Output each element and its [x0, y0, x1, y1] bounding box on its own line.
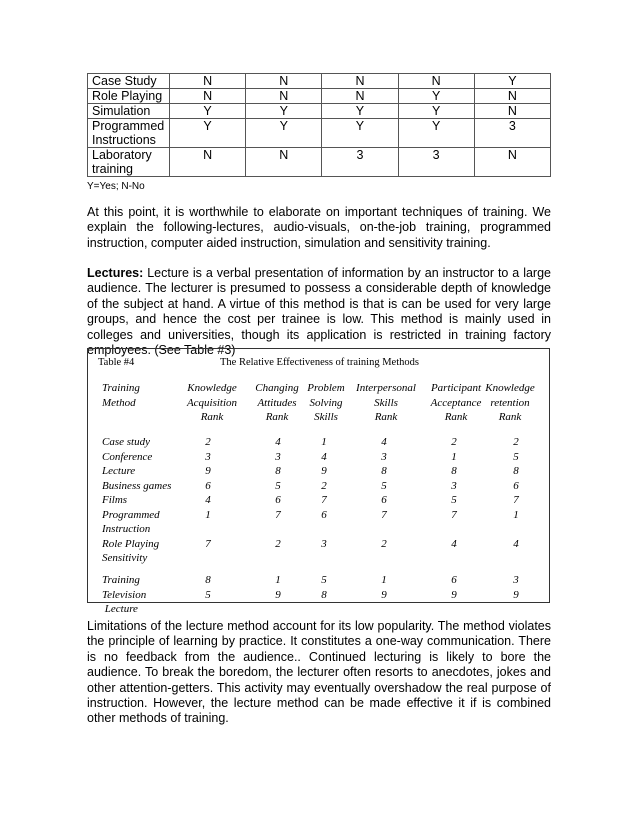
table-4-method: Training [102, 574, 140, 586]
table-4-rank: 4 [321, 450, 327, 463]
yn-cell: N [322, 89, 398, 104]
table-4-rank: 3 [451, 479, 457, 492]
table-4-rank: 5 [205, 588, 211, 601]
yn-row-label: Case Study [88, 74, 170, 89]
table-4-rank: 2 [451, 436, 457, 448]
table-4-rank: 3 [275, 450, 281, 463]
yn-cell: N [474, 89, 550, 104]
training-methods-yn-table [87, 73, 551, 177]
table-4-rank: 4 [513, 537, 519, 550]
table-4-rank: 1 [275, 574, 281, 586]
yn-row-label: Programmed Instructions [88, 119, 170, 148]
table-4-rank: 6 [205, 479, 211, 492]
table-4-rank: 1 [381, 574, 387, 586]
table-4-method: Lecture [102, 465, 136, 477]
yn-table-row [88, 148, 551, 177]
table-4-rank: 7 [513, 494, 519, 506]
table-4-method: Conference [102, 450, 153, 463]
yn-cell: Y [398, 119, 474, 148]
yn-cell: N [322, 74, 398, 89]
lectures-paragraph [87, 266, 551, 358]
table-4-rank: 5 [451, 494, 457, 506]
table-4-rank: 1 [205, 508, 211, 521]
table-4-header: Participant Acceptance Rank [430, 382, 482, 423]
table-4-rank: 9 [321, 465, 327, 477]
table-4-rank: 8 [513, 465, 519, 477]
table-4-rank: 3 [381, 450, 387, 463]
table-4-rank: 9 [513, 588, 519, 601]
yn-table-row [88, 89, 551, 104]
yn-cell: Y [474, 74, 550, 89]
table-4-rank: 2 [205, 436, 211, 448]
table-4-rank: 3 [321, 537, 327, 550]
table-4-method: Television Lecture [102, 588, 147, 615]
table-4-rank: 8 [451, 465, 457, 477]
yn-row-label: Simulation [88, 104, 170, 119]
yn-table-row [88, 119, 551, 148]
table-4-rank: 2 [321, 479, 327, 492]
yn-cell: Y [398, 104, 474, 119]
table-4-method: Role Playing Sensitivity [102, 537, 160, 564]
yn-cell: Y [246, 119, 322, 148]
table-4-method: Business games [102, 479, 172, 492]
table-4-rank: 9 [205, 465, 211, 477]
table-4-rank: 1 [513, 508, 519, 521]
table-4-header: Knowledge Acquisition Rank [186, 382, 238, 423]
table-4-rank: 4 [275, 436, 281, 448]
table-4-rank: 4 [451, 537, 457, 550]
yn-cell: N [170, 74, 246, 89]
table-4-rank: 2 [381, 537, 387, 550]
table-4-rank: 6 [321, 508, 327, 521]
yn-cell: N [246, 74, 322, 89]
table-4-rank: 2 [275, 537, 281, 550]
yn-cell: Y [322, 104, 398, 119]
table-4-rank: 8 [275, 465, 281, 477]
table-4-rank: 5 [275, 479, 281, 492]
lectures-text: Lecture is a verbal presentation of information by an instructor to a large audience. The lecturer is presumed to possess a considerable depth of knowledge of the subject at hand. A virtue of this method is that is can be used for very large groups, and hence the cost per trainee is low. This method is mainly used in colleges and universities, though its application is restricted in training factory employees. (See Table #3) [87, 266, 551, 358]
table-4-rank: 6 [275, 494, 281, 506]
table-4-method: Films [102, 494, 128, 506]
table-4-rank: 7 [275, 508, 281, 521]
table-4-rank: 4 [205, 494, 211, 506]
yn-cell: N [170, 89, 246, 104]
yn-cell: Y [246, 104, 322, 119]
table-4-rank: 3 [513, 574, 519, 586]
table-4-header: Problem Solving Skills [307, 382, 345, 423]
yn-cell: Y [170, 104, 246, 119]
yn-cell: N [246, 148, 322, 177]
intro-paragraph: At this point, it is worthwhile to elaborate on important techniques of training. We explain the following-lectures, audio-visuals, on-the-job training, programmed instruction, computer aided instruction, simulation and sensitivity training. [87, 205, 551, 250]
table-4-header: Training Method [102, 382, 140, 409]
table-4-rank: 7 [321, 494, 327, 506]
yn-cell: N [474, 104, 550, 119]
yn-table-row [88, 74, 551, 89]
yn-cell: Y [398, 89, 474, 104]
table-4-rank: 3 [205, 450, 211, 463]
table-4-rank: 8 [381, 465, 387, 477]
table-4-rank: 9 [451, 588, 457, 601]
limitations-paragraph: Limitations of the lecture method account for its low popularity. The method violates the principle of learning by practice. It constitutes a one-way communication. There is no feedback from the audience.. Continued lecturing is likely to bore the audience. To break the boredom, the lecturer often resorts to anecdotes, jokes and other attention-getters. This activity may eventually overshadow the real purpose of instruction. However, the lecture method can be made effective it if is combined other methods of training. [87, 619, 551, 726]
table-4-rank: 6 [451, 574, 457, 586]
lectures-heading: Lectures: [87, 266, 144, 280]
yn-cell: Y [170, 119, 246, 148]
table-4-header: Interpersonal Skills Rank [356, 382, 416, 423]
table-4-method: Programmed Instruction [102, 508, 160, 535]
table-4-rank: 5 [381, 479, 387, 492]
yn-cell: N [170, 148, 246, 177]
table-4-rank: 1 [451, 450, 457, 463]
table-4-rank: 2 [513, 436, 519, 448]
table-4-label: Table #4 [98, 357, 135, 368]
yn-cell: 3 [398, 148, 474, 177]
table-4-rank: 1 [321, 436, 327, 448]
table-4-rank: 8 [321, 588, 327, 601]
table-4-method: Case study [102, 436, 150, 448]
table-4-rank: 9 [381, 588, 387, 601]
table-4-header: Knowledge retention Rank [485, 382, 535, 423]
table-4-rank: 8 [205, 574, 211, 586]
table-4-rank: 7 [205, 537, 211, 550]
yn-cell: 3 [322, 148, 398, 177]
table-4-rank: 4 [381, 436, 387, 448]
table-4-rank: 7 [381, 508, 387, 521]
table-4-header: Changing Attitudes Rank [255, 382, 299, 423]
table-4-rank: 6 [381, 494, 387, 506]
yn-row-label: Laboratory training [88, 148, 170, 177]
table-4-rank: 7 [451, 508, 457, 521]
yn-cell: 3 [474, 119, 550, 148]
yn-cell: N [246, 89, 322, 104]
table-4-rank: 5 [513, 450, 519, 463]
table-4-rank: 9 [275, 588, 281, 601]
yn-row-label: Role Playing [88, 89, 170, 104]
yn-cell: Y [322, 119, 398, 148]
yn-cell: N [474, 148, 550, 177]
table-4-rank: 5 [321, 574, 327, 586]
yn-table-row [88, 104, 551, 119]
table-legend-note: Y=Yes; N-No [87, 181, 145, 192]
yn-cell: N [398, 74, 474, 89]
table-4-rank: 6 [513, 479, 519, 492]
table-4-title: The Relative Effectiveness of training Methods [220, 357, 419, 368]
table-4-relative-effectiveness [87, 348, 550, 615]
